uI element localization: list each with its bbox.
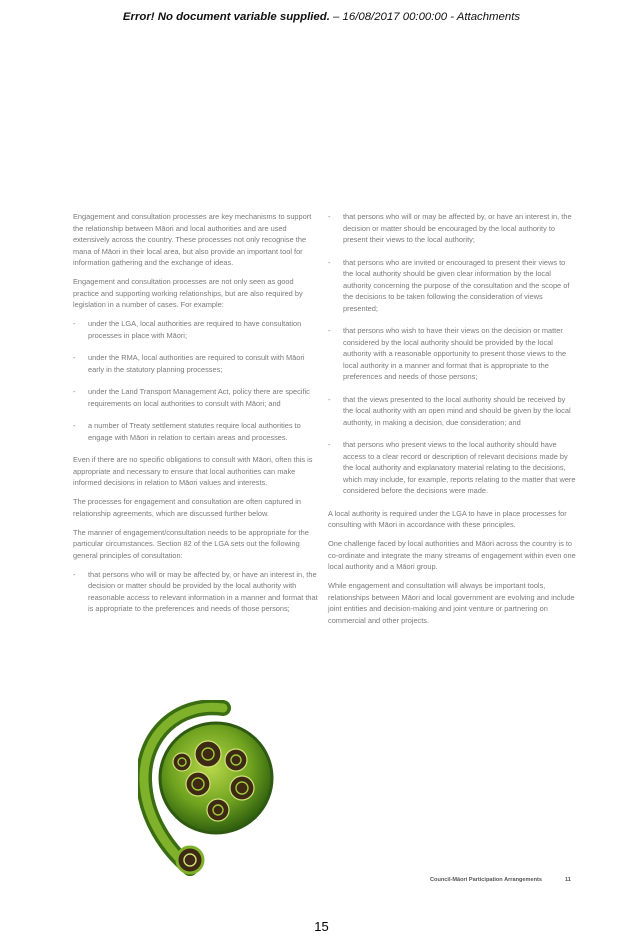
paragraph: Engagement and consultation processes are key mechanisms to support the relationship between Māori and local authorities and are used extensively across the country. These processes not only recognise the mana of Māori in their local area, but also provide an important tool for information gathering and the exchange of ideas. <box>73 212 312 267</box>
list-item: - that persons who will or may be affected by, or have an interest in, the decision or matter should be encouraged by the local authority to present their views to the local authority; <box>328 211 576 246</box>
list-item: - that persons who are invited or encouraged to present their views to the local authority should be given clear information by the local authority concerning the purpose of the consultation and the scope of the decisions to be taken following the consideration of views presented; <box>328 257 576 315</box>
fern-koru-image <box>138 700 278 885</box>
list-item: - that persons who will or may be affected by, or have an interest in, the decision or matter should be provided by the local authority with reasonable access to relevant information in a manner and format that is appropriate to the preferences and needs of those persons; <box>73 569 318 615</box>
bullet-list <box>73 318 318 443</box>
header-error-text: Error! No document variable supplied. <box>122 11 330 23</box>
paragraph: A local authority is required under the LGA to have in place processes for consulting with Māori in accordance with these principles. <box>328 508 567 529</box>
list-item: - that persons who wish to have their views on the decision or matter considered by the local authority should be provided by the local authority with a reasonable opportunity to present those views to the local authority in a manner and format that is appropriate to the preferences and needs of those persons; <box>328 325 576 383</box>
list-item: - a number of Treaty settlement statutes require local authorities to engage with Māori in relation to certain areas and processes. <box>73 420 318 443</box>
paragraph: While engagement and consultation will always be important tools, relationships between Māori and local government are evolving and include joint entities and decision-making and joint venture or partnering on commercial and other projects. <box>328 581 575 625</box>
paragraph: The processes for engagement and consultation are often captured in relationship agreements, which are discussed further below. <box>73 497 302 518</box>
bullet-list <box>328 211 576 497</box>
page-number: 15 <box>314 919 329 934</box>
list-item: - that the views presented to the local authority should be received by the local authority with an open mind and should be given by the local authority, in making a decision, due consideration; and <box>328 394 576 429</box>
bullet-list <box>73 569 318 615</box>
document-header <box>0 11 643 23</box>
list-item: - under the RMA, local authorities are required to consult with Māori early in the statutory planning processes; <box>73 352 318 375</box>
list-item: - that persons who present views to the local authority should have access to a clear record or description of relevant decisions made by the local authority and explanatory material relating to the decisions, which may include, for example, reports relating to the matter that were considered before the decisions were made. <box>328 439 576 497</box>
list-item: - under the LGA, local authorities are required to have consultation processes in place with Māori; <box>73 318 318 341</box>
right-column <box>328 211 576 634</box>
header-date-text: – 16/08/2017 00:00:00 - Attachments <box>329 11 521 23</box>
list-item: - under the Land Transport Management Act, policy there are specific requirements on local authorities to consult with Māori; and <box>73 386 318 409</box>
left-column <box>73 211 318 626</box>
paragraph: Engagement and consultation processes are not only seen as good practice and supporting working relationships, but are also required by legislation in a number of cases. For example: <box>73 277 303 309</box>
paragraph: The manner of engagement/consultation needs to be appropriate for the particular circumstances. Section 82 of the LGA sets out the following general principles of consultation: <box>73 527 309 560</box>
footer-page-number: 11 <box>565 877 571 883</box>
paragraph: Even if there are no specific obligations to consult with Māori, often this is appropriate and necessary to ensure that local authorities can make informed decisions in relation to Māori values and interests. <box>73 455 313 487</box>
footer-title: Council-Māori Participation Arrangements <box>430 877 542 883</box>
paragraph: One challenge faced by local authorities and Māori across the country is to co-ordinate and integrate the many streams of engagement within even one local authority and a Māori group. <box>328 539 576 571</box>
